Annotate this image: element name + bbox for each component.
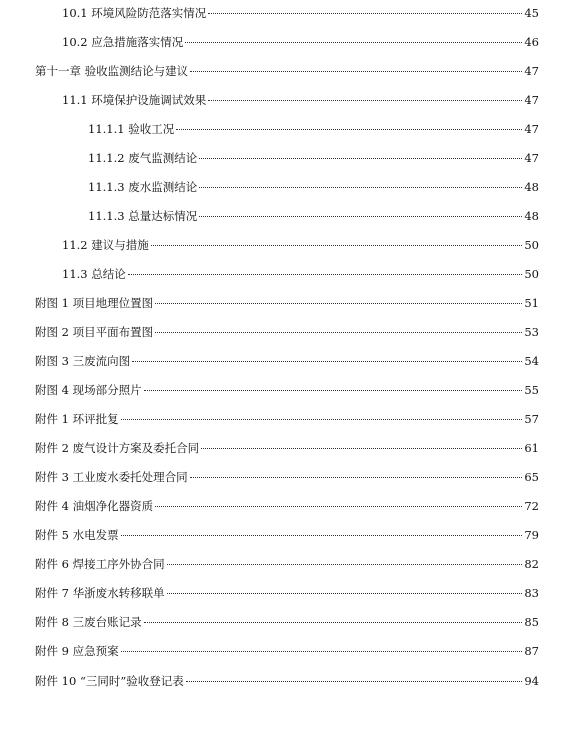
toc-entry-title: 11.1 环境保护设施调试效果 <box>62 93 207 107</box>
toc-entry[interactable] <box>35 497 539 515</box>
toc-entry-page: 50 <box>524 238 539 252</box>
toc-entry-page: 47 <box>524 64 539 78</box>
toc-entry[interactable] <box>88 207 539 225</box>
toc-entry[interactable] <box>88 120 539 138</box>
toc-entry[interactable] <box>35 584 539 602</box>
toc-entry[interactable] <box>35 642 539 660</box>
toc-entry-title: 附件 3 工业废水委托处理合同 <box>35 470 188 484</box>
toc-leader-dots <box>190 71 522 72</box>
toc-entry[interactable] <box>62 236 539 254</box>
toc-entry[interactable] <box>35 468 539 486</box>
toc-entry-title: 附件 7 华浙废水转移联单 <box>35 586 165 600</box>
toc-entry[interactable] <box>62 91 539 109</box>
toc-entry-page: 50 <box>524 267 539 281</box>
toc-entry-page: 45 <box>524 6 539 20</box>
toc-entry[interactable] <box>35 613 539 631</box>
toc-entry-title: 附件 8 三废台账记录 <box>35 615 142 629</box>
toc-entry-title: 11.3 总结论 <box>62 267 126 281</box>
toc-leader-dots <box>144 622 523 623</box>
toc-entry-page: 65 <box>524 470 539 484</box>
toc-entry[interactable] <box>35 62 539 80</box>
toc-entry[interactable] <box>35 672 539 690</box>
toc-entry-page: 48 <box>524 209 539 223</box>
toc-leader-dots <box>151 245 523 246</box>
toc-entry-title: 10.2 应急措施落实情况 <box>62 35 184 49</box>
toc-leader-dots <box>128 274 523 275</box>
toc-leader-dots <box>167 564 523 565</box>
toc-entry-page: 53 <box>524 325 539 339</box>
toc-leader-dots <box>185 42 522 43</box>
toc-entry[interactable] <box>88 178 539 196</box>
toc-entry-title: 附件 2 废气设计方案及委托合同 <box>35 441 200 455</box>
toc-entry-title: 附图 1 项目地理位置图 <box>35 296 154 310</box>
toc-entry-page: 57 <box>524 412 539 426</box>
toc-leader-dots <box>201 448 522 449</box>
toc-entry-title: 10.1 环境风险防范落实情况 <box>62 6 207 20</box>
toc-entry-page: 48 <box>524 180 539 194</box>
toc-entry[interactable] <box>35 526 539 544</box>
toc-entry-page: 85 <box>524 615 539 629</box>
toc-leader-dots <box>208 13 522 14</box>
toc-entry[interactable] <box>62 33 539 51</box>
toc-entry-page: 83 <box>524 586 539 600</box>
toc-leader-dots <box>121 535 523 536</box>
toc-entry-title: 11.1.1 验收工况 <box>88 122 175 136</box>
toc-leader-dots <box>199 158 522 159</box>
toc-entry-title: 附件 6 焊接工序外协合同 <box>35 557 165 571</box>
toc-entry[interactable] <box>88 149 539 167</box>
toc-entry-title: 附图 4 现场部分照片 <box>35 383 142 397</box>
toc-entry-page: 87 <box>524 644 539 658</box>
toc-leader-dots <box>208 100 522 101</box>
toc-leader-dots <box>186 681 523 682</box>
toc-entry[interactable] <box>35 294 539 312</box>
toc-entry-page: 61 <box>524 441 539 455</box>
toc-leader-dots <box>190 477 523 478</box>
toc-leader-dots <box>155 303 522 304</box>
toc-entry-page: 47 <box>524 93 539 107</box>
toc-leader-dots <box>167 593 523 594</box>
toc-entry-page: 54 <box>524 354 539 368</box>
toc-entry-title: 附件 1 环评批复 <box>35 412 119 426</box>
toc-entry-title: 附图 2 项目平面布置图 <box>35 325 154 339</box>
toc-entry-title: 11.2 建议与措施 <box>62 238 149 252</box>
toc-entry-page: 47 <box>524 151 539 165</box>
toc-entry[interactable] <box>35 381 539 399</box>
toc-leader-dots <box>176 129 522 130</box>
toc-entry-title: 附件 4 油烟净化器资质 <box>35 499 154 513</box>
toc-entry-title: 第十一章 验收监测结论与建议 <box>35 64 189 78</box>
toc-entry-page: 46 <box>524 35 539 49</box>
toc-entry-page: 94 <box>524 674 539 688</box>
toc-entry[interactable] <box>62 4 539 22</box>
toc-entry-title: 11.1.3 总量达标情况 <box>88 209 198 223</box>
toc-entry-page: 47 <box>524 122 539 136</box>
toc-leader-dots <box>155 332 522 333</box>
toc-entry[interactable] <box>35 323 539 341</box>
toc-entry-page: 82 <box>524 557 539 571</box>
toc-entry-title: 附件 10 “三同时”验收登记表 <box>35 674 184 688</box>
toc-leader-dots <box>155 506 522 507</box>
toc-entry[interactable] <box>35 410 539 428</box>
toc-entry-title: 附件 5 水电发票 <box>35 528 119 542</box>
toc-entry-title: 附件 9 应急预案 <box>35 644 119 658</box>
toc-leader-dots <box>199 187 522 188</box>
toc-entry-page: 55 <box>524 383 539 397</box>
toc-leader-dots <box>121 651 523 652</box>
toc-leader-dots <box>132 361 522 362</box>
toc-entry[interactable] <box>62 265 539 283</box>
toc-entry-title: 11.1.2 废气监测结论 <box>88 151 198 165</box>
toc-entry[interactable] <box>35 555 539 573</box>
toc-entry-title: 11.1.3 废水监测结论 <box>88 180 198 194</box>
toc-entry-title: 附图 3 三废流向图 <box>35 354 131 368</box>
toc-leader-dots <box>121 419 523 420</box>
toc-entry[interactable] <box>35 439 539 457</box>
toc-entry-page: 51 <box>524 296 539 310</box>
toc-entry[interactable] <box>35 352 539 370</box>
toc-leader-dots <box>199 216 522 217</box>
toc-entry-page: 79 <box>524 528 539 542</box>
toc-leader-dots <box>144 390 523 391</box>
toc-entry-page: 72 <box>524 499 539 513</box>
